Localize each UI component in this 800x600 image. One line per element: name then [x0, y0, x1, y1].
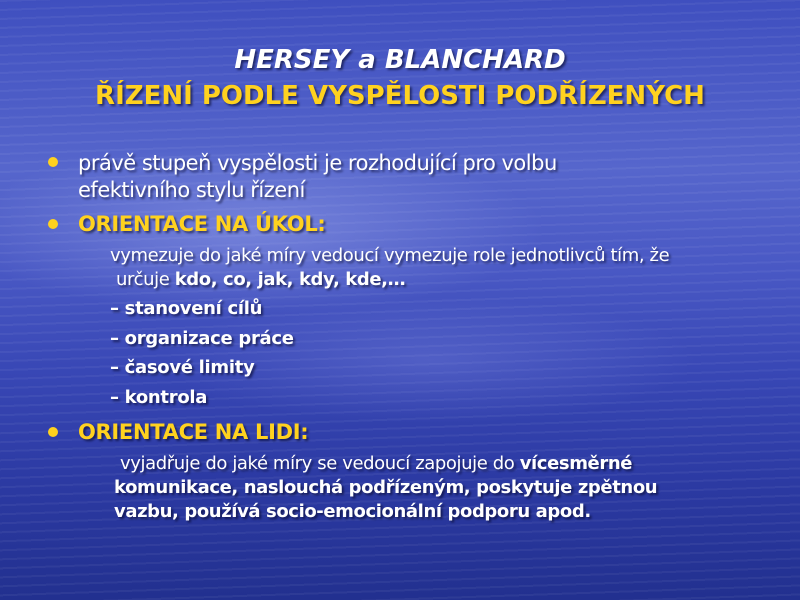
bullet-dot-icon [48, 427, 58, 437]
bullet-dot-icon [48, 157, 58, 167]
description-emphasis: vícesměrné [519, 453, 633, 474]
bullet-heading: ORIENTACE NA ÚKOL: [78, 212, 326, 236]
bullet-line: efektivního stylu řízení [78, 178, 305, 202]
bullet-heading: ORIENTACE NA LIDI: [78, 420, 309, 444]
bullet-line: právě stupeň vyspělosti je rozhodující pro volbu [78, 151, 557, 175]
description-text: vyjadřuje do jaké míry se vedoucí zapojuje do [120, 453, 520, 474]
bullet-dot-icon [48, 219, 58, 229]
task-item: – stanovení cílů [110, 298, 263, 319]
task-item: – organizace práce [110, 328, 294, 349]
title-line-topic: ŘÍZENÍ PODLE VYSPĚLOSTI PODŘÍZENÝCH [95, 81, 705, 111]
description-line: vazbu, používá socio-emocionální podporu apod. [114, 501, 591, 522]
task-orientation-description [110, 244, 770, 292]
slide-title [0, 42, 800, 114]
description-text: určuje [116, 269, 175, 290]
title-line-authors: HERSEY a BLANCHARD [234, 45, 566, 75]
description-line [114, 452, 774, 476]
task-item: – kontrola [110, 387, 208, 408]
task-item: – časové limity [110, 357, 255, 378]
bullet-text [78, 150, 557, 204]
description-emphasis: kdo, co, jak, kdy, kde,… [174, 269, 406, 290]
description-line: vymezuje do jaké míry vedoucí vymezuje role jednotlivců tím, že [110, 245, 670, 266]
people-orientation-description [114, 452, 774, 524]
description-line: komunikace, naslouchá podřízeným, poskytuje zpětnou [114, 477, 658, 498]
description-line [110, 268, 770, 292]
